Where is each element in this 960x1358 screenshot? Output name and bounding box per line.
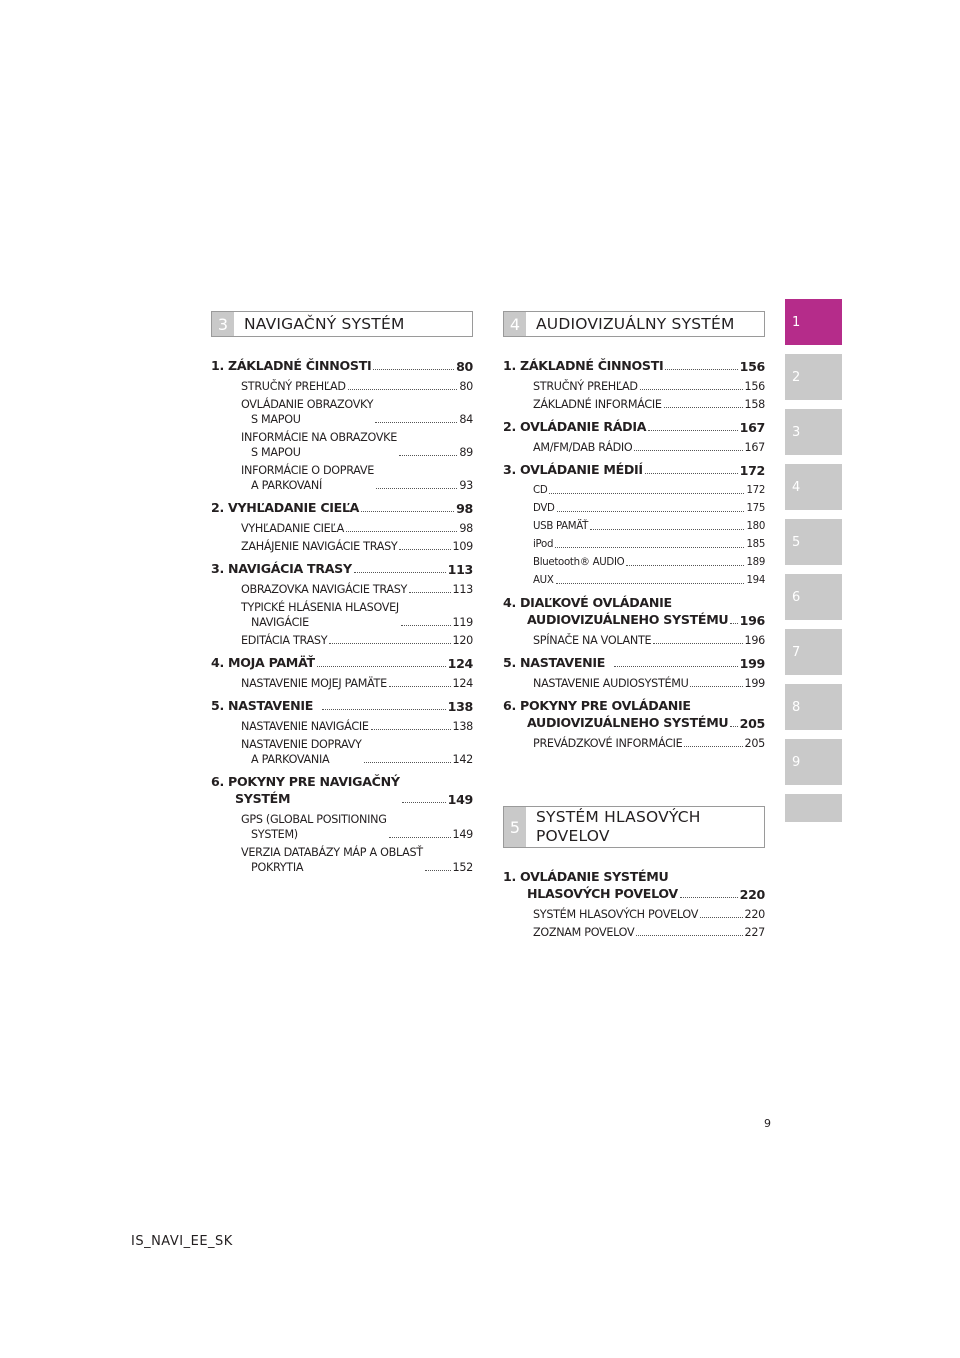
toc-chapter[interactable] [503,594,765,628]
dot-leader [317,666,446,667]
toc-chapter[interactable] [211,499,473,516]
item-page: 227 [744,926,765,939]
toc-item[interactable] [503,519,765,534]
toc-item[interactable] [503,440,765,455]
chapter-tab-6[interactable]: 6 [785,574,842,620]
chapter-tab-9[interactable]: 9 [785,739,842,785]
chapter-tab-8[interactable]: 8 [785,684,842,730]
chapter-title: 4. MOJA PAMÄŤ [211,655,315,670]
item-title: iPod [533,539,554,550]
item-title: VYHĽADANIE CIEĽA [241,522,344,535]
item-title: NASTAVENIE MOJEJ PAMÄTE [241,677,387,690]
toc-item[interactable] [503,573,765,588]
toc-item[interactable] [211,521,473,536]
dot-leader [402,802,446,803]
chapter-page: 149 [447,792,473,807]
dot-leader [371,729,451,730]
dot-leader [680,897,738,898]
toc-item[interactable] [503,555,765,570]
chapter-page: 172 [739,463,765,478]
toc-chapter[interactable] [503,461,765,478]
toc-section-voice [503,806,765,943]
item-title: VERZIA DATABÁZY MÁP A OBLASŤ POKRYTIA [241,846,423,874]
dot-leader [389,686,451,687]
item-page: 175 [746,503,765,514]
dot-leader [645,473,738,474]
toc-item[interactable] [503,633,765,648]
page-number: 9 [764,1117,771,1130]
item-title: NASTAVENIE NAVIGÁCIE [241,720,369,733]
section-header [503,806,765,848]
toc-item[interactable] [503,925,765,940]
dot-leader [684,746,742,747]
dot-leader [626,565,744,566]
item-title: STRUČNÝ PREHĽAD [533,380,638,393]
dot-leader [556,583,745,584]
item-title: ZOZNAM POVELOV [533,926,635,939]
dot-leader [590,529,744,530]
dot-leader [346,531,457,532]
toc-item[interactable] [211,812,473,842]
item-title: INFORMÁCIE NA OBRAZOVKE S MAPOU [241,431,397,459]
section-number: 3 [212,312,234,336]
toc-chapter[interactable] [211,560,473,577]
item-title: USB PAMÄŤ [533,521,589,532]
item-page: 109 [452,540,473,553]
item-title: AM/FM/DAB RÁDIO [533,441,633,454]
section-header [503,311,765,337]
item-title: NASTAVENIE DOPRAVY A PARKOVANIA [241,738,362,766]
item-title: TYPICKÉ HLÁSENIA HLASOVEJ NAVIGÁCIE [241,601,399,629]
item-title: OVLÁDANIE OBRAZOVKY S MAPOU [241,398,374,426]
toc-chapter[interactable] [211,697,473,714]
toc-item[interactable] [211,582,473,597]
toc-item[interactable] [211,397,473,427]
toc-chapter[interactable] [503,697,765,731]
item-page: 113 [452,583,473,596]
item-page: 80 [459,380,473,393]
dot-leader [399,549,450,550]
item-title: ZAHÁJENIE NAVIGÁCIE TRASY [241,540,398,553]
section-header [211,311,473,337]
toc-item[interactable] [503,676,765,691]
item-page: 189 [746,557,765,568]
chapter-title: 3. OVLÁDANIE MÉDIÍ [503,462,643,477]
dot-leader [425,870,451,871]
chapter-tab-4[interactable]: 4 [785,464,842,510]
chapter-title: 6. POKYNY PRE NAVIGAČNÝ SYSTÉM [211,774,400,806]
chapter-page: 113 [447,562,473,577]
section-number: 5 [504,807,526,847]
chapter-title: 1. ZÁKLADNÉ ČINNOSTI [211,358,372,373]
chapter-page: 167 [739,420,765,435]
dot-leader [329,643,450,644]
dot-leader [348,389,458,390]
item-page: 220 [744,908,765,921]
item-title: EDITÁCIA TRASY [241,634,328,647]
chapter-page: 196 [739,613,765,628]
item-title: ZÁKLADNÉ INFORMÁCIE [533,398,662,411]
item-page: 89 [459,446,473,459]
chapter-title: 1. ZÁKLADNÉ ČINNOSTI [503,358,664,373]
dot-leader [401,625,451,626]
chapter-title: 6. POKYNY PRE OVLÁDANIE AUDIOVIZUÁLNEHO SYSTÉMU [503,698,729,730]
chapter-title: 4. DIAĽKOVÉ OVLÁDANIE AUDIOVIZUÁLNEHO SYSTÉMU [503,595,729,627]
item-page: 172 [746,485,765,496]
section-title: NAVIGAČNÝ SYSTÉM [244,314,405,333]
toc-chapter[interactable] [503,654,765,671]
toc-chapter[interactable] [211,773,473,807]
dot-leader [549,493,744,494]
dot-leader [364,762,451,763]
dot-leader [636,935,742,936]
chapter-tab-7[interactable]: 7 [785,629,842,675]
dot-leader [399,455,457,456]
item-page: 98 [459,522,473,535]
item-page: 185 [746,539,765,550]
item-page: 205 [744,737,765,750]
toc-chapter[interactable] [211,357,473,374]
toc-chapter[interactable] [211,654,473,671]
item-page: 138 [452,720,473,733]
chapter-tab-3[interactable]: 3 [785,409,842,455]
item-title: INFORMÁCIE O DOPRAVE A PARKOVANÍ [241,464,375,492]
toc-item[interactable] [503,537,765,552]
chapter-page: 220 [739,887,765,902]
item-title: SPÍNAČE NA VOLANTE [533,634,652,647]
toc-chapter[interactable] [503,418,765,435]
toc-item[interactable] [211,379,473,394]
toc-item[interactable] [503,483,765,498]
item-page: 93 [459,479,473,492]
toc-item[interactable] [211,737,473,767]
chapter-page: 98 [456,501,473,516]
section-title: AUDIOVIZUÁLNY SYSTÉM [536,314,735,333]
item-page: 167 [744,441,765,454]
toc-item[interactable] [211,430,473,460]
toc-item[interactable] [211,463,473,493]
toc-section-audio [503,311,765,754]
dot-leader [555,547,744,548]
dot-leader [614,666,738,667]
chapter-page: 124 [447,656,473,671]
section-title: SYSTÉM HLASOVÝCH POVELOV [536,808,701,845]
chapter-title: 5. NASTAVENIE [503,655,606,670]
item-title: SYSTÉM HLASOVÝCH POVELOV [533,908,699,921]
item-page: 142 [452,753,473,766]
toc-chapter[interactable] [503,868,765,902]
section-number: 4 [504,312,526,336]
item-title: OBRAZOVKA NAVIGÁCIE TRASY [241,583,408,596]
dot-leader [354,572,446,573]
toc-chapter[interactable] [503,357,765,374]
item-title: NASTAVENIE AUDIOSYSTÉMU [533,677,689,690]
chapter-tab-5[interactable]: 5 [785,519,842,565]
toc-item[interactable] [503,736,765,751]
item-title: AUX [533,575,554,586]
item-page: 124 [452,677,473,690]
chapter-tab-2[interactable]: 2 [785,354,842,400]
item-page: 156 [744,380,765,393]
item-page: 149 [452,828,473,841]
item-title: Bluetooth® AUDIO [533,557,625,568]
dot-leader [664,407,743,408]
toc-item[interactable] [503,379,765,394]
chapter-title: 3. NAVIGÁCIA TRASY [211,561,352,576]
chapter-page: 199 [739,656,765,671]
item-page: 180 [746,521,765,532]
dot-leader [389,837,451,838]
chapter-page: 80 [456,359,473,374]
dot-leader [730,726,737,727]
dot-leader [730,623,737,624]
dot-leader [361,511,454,512]
dot-leader [409,592,450,593]
dot-leader [653,643,742,644]
dot-leader [373,369,454,370]
dot-leader [700,917,742,918]
toc-item[interactable] [211,600,473,630]
chapter-title: 2. OVLÁDANIE RÁDIA [503,419,647,434]
item-page: 196 [744,634,765,647]
item-page: 199 [744,677,765,690]
toc-item[interactable] [503,397,765,412]
document-code: IS_NAVI_EE_SK [131,1234,233,1249]
dot-leader [322,709,446,710]
dot-leader [634,450,742,451]
item-title: STRUČNÝ PREHĽAD [241,380,346,393]
toc-item[interactable] [503,907,765,922]
item-title: DVD [533,503,555,514]
dot-leader [690,686,742,687]
item-page: 158 [744,398,765,411]
dot-leader [375,422,457,423]
item-title: PREVÁDZKOVÉ INFORMÁCIE [533,737,683,750]
dot-leader [648,430,737,431]
chapter-title: 5. NASTAVENIE [211,698,314,713]
chapter-page: 205 [739,716,765,731]
toc-item[interactable] [211,845,473,875]
toc-item[interactable] [503,501,765,516]
chapter-tab-1[interactable]: 1 [785,299,842,345]
chapter-tab-blank[interactable] [785,794,842,822]
item-title: GPS (GLOBAL POSITIONING SYSTEM) [241,813,387,841]
toc-item[interactable] [211,539,473,554]
chapter-page: 156 [739,359,765,374]
item-page: 84 [459,413,473,426]
chapter-title: 1. OVLÁDANIE SYSTÉMU HLASOVÝCH POVELOV [503,869,678,901]
chapter-page: 138 [447,699,473,714]
dot-leader [665,369,737,370]
dot-leader [557,511,745,512]
dot-leader [376,488,457,489]
toc-item[interactable] [211,719,473,734]
item-page: 194 [746,575,765,586]
item-page: 152 [452,861,473,874]
chapter-title: 2. VYHĽADANIE CIEĽA [211,500,360,515]
dot-leader [640,389,743,390]
item-page: 120 [452,634,473,647]
item-title: CD [533,485,548,496]
toc-item[interactable] [211,633,473,648]
toc-section-navigation [211,311,473,878]
item-page: 119 [452,616,473,629]
toc-item[interactable] [211,676,473,691]
